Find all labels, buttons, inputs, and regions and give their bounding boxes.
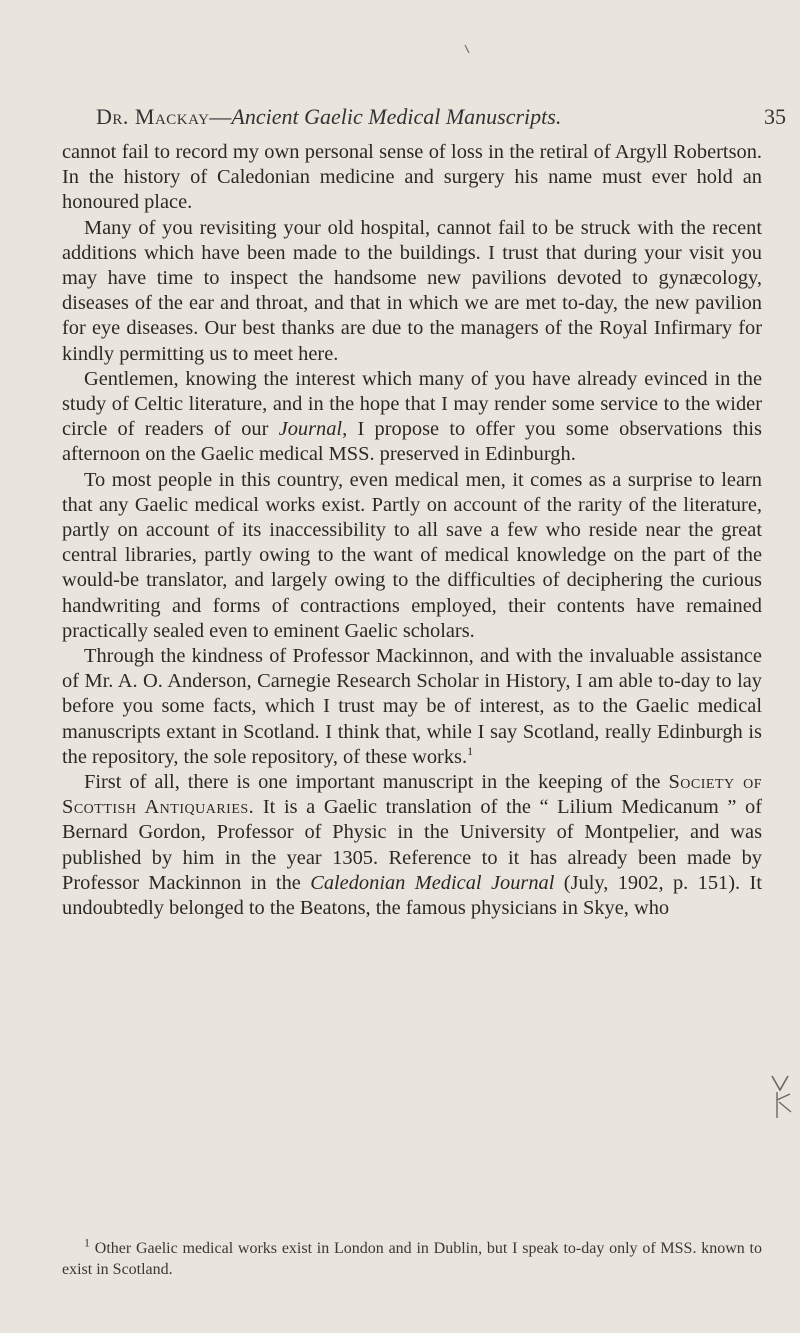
running-head <box>96 104 786 130</box>
header-author: Dr. Mackay <box>96 104 210 129</box>
header-title: Ancient Gaelic Medical Manuscripts. <box>231 104 562 129</box>
paragraph-1: cannot fail to record my own personal sense of loss in the retiral of Argyll Robertson. In the history of Caledonian medicine and surgery his name must ever hold an honoured place. <box>62 141 762 214</box>
paragraph-3 <box>62 367 762 468</box>
ink-speck-icon <box>463 40 471 59</box>
footnote <box>62 1235 762 1280</box>
caledonian-journal-title: Caledonian Medical Journal <box>310 871 555 894</box>
paragraph-5 <box>62 644 762 770</box>
margin-annotation-icon <box>768 1072 794 1124</box>
page-number: 35 <box>764 104 786 129</box>
paragraph-6-text-a: First of all, there is one important manuscript in the keeping of the <box>84 771 669 794</box>
paragraph-6 <box>62 770 762 921</box>
paragraph-3-text-a: Gentlemen, knowing the interest which many of you have already evinced in the study of Celtic literature, and in the hope that I may render some service to the wider circle of readers of our <box>62 367 762 441</box>
paragraph-3-text-b: I propose to offer you some observations this afternoon on the Gaelic medical MSS. preserved in Edinburgh. <box>62 418 762 466</box>
footnote-marker: 1 <box>84 1235 90 1250</box>
paragraph-4: To most people in this country, even medical men, it comes as a surprise to learn that any Gaelic medical works exist. Partly on account of the rarity of the literature, partly on account of its inaccessibility to all save a few who reside near the great central libraries, partly owing to the want of medical knowledge on the part of the would-be translator, and largely owing to the difficulties of deciphering the curious handwriting and forms of contractions employed, their contents have remained practically sealed even to eminent Gaelic scholars. <box>62 468 762 642</box>
body-text <box>62 140 762 921</box>
journal-title: Journal, <box>278 418 348 441</box>
paragraph-2: Many of you revisiting your old hospital, cannot fail to be struck with the recent additions which have been made to the buildings. I trust that during your visit you may have time to inspect the handsome new pavilions devoted to gynæcology, diseases of the ear and throat, and that in which we are met to-day, the new pavilion for eye diseases. Our best thanks are due to the managers of the Royal Infirmary for kindly permitting us to meet here. <box>62 216 762 365</box>
society-name: Society of Scottish Antiquaries. <box>62 771 762 819</box>
paragraph-6-text-b: It is a Gaelic translation of the “ Lilium Medicanum ” of Bernard Gordon, Professor of Physic in the University of Montpelier, and was published by him in the year 1305. Reference to it has already been made by Professor Mackinnon in the <box>62 796 762 894</box>
header-dash: — <box>209 104 232 129</box>
paragraph-6-text-c: (July, 1902, p. 151). It undoubtedly belonged to the Beatons, the famous physicians in Skye, who <box>62 871 762 920</box>
paragraph-5-text: Through the kindness of Professor Mackinnon, and with the invaluable assistance of Mr. A. O. Anderson, Carnegie Research Scholar in History, I am able to-day to lay before you some facts, which I trust may be of interest, as to the Gaelic medical manuscripts extant in Scotland. I think that, while I say Scotland, really Edinburgh is the repository, the sole repository, of these works. <box>62 645 762 768</box>
footnote-text: Other Gaelic medical works exist in London and in Dublin, but I speak to-day only of MSS. known to exist in Scotland. <box>62 1240 762 1278</box>
footnote-reference: 1 <box>467 744 474 759</box>
